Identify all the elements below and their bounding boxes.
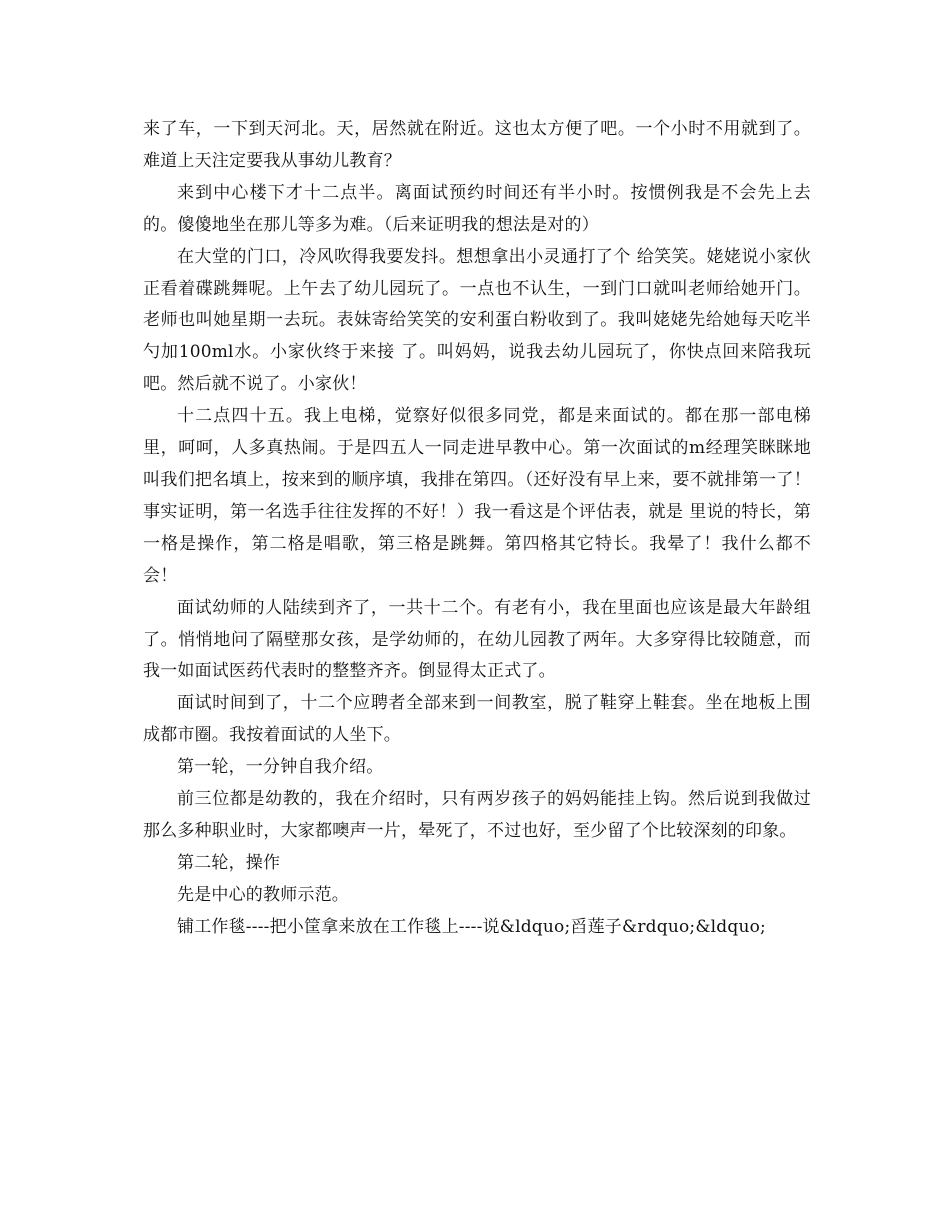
paragraph-6: 面试时间到了，十二个应聘者全部来到一间教室，脱了鞋穿上鞋套。坐在地板上围成都市圈。我按着面试的人坐下。: [143, 693, 811, 746]
document-body: [143, 114, 811, 944]
paragraph-9: 第二轮，操作: [177, 852, 281, 873]
paragraph-8: 前三位都是幼教的，我在介绍时，只有两岁孩子的妈妈能挂上钩。然后说到我做过那么多种职业时，大家都噢声一片，晕死了，不过也好，至少留了个比较深刻的印象。: [143, 789, 811, 841]
paragraph-3: 在大堂的门口，冷风吹得我要发抖。想想拿出小灵通打了个 给笑笑。姥姥说小家伙正看着碟跳舞呢。上午去了幼儿园玩了。一点也不认生，一到门口就叫老师给她开门。老师也叫她星期一去玩。表妹寄给笑笑的安利蛋白粉收到了。我叫姥姥先给她每天吃半勺加100ml水。小家伙终于来接 了。叫妈妈，说我去幼儿园玩了，你快点回来陪我玩吧。然后就不说了。小家伙！: [143, 246, 811, 395]
paragraph-5: 面试幼师的人陆续到齐了，一共十二个。有老有小，我在里面也应该是最大年龄组了。悄悄地问了隔壁那女孩，是学幼师的，在幼儿园教了两年。大多穿得比较随意，而我一如面试医药代表时的整整齐齐。倒显得太正式了。: [143, 597, 811, 682]
paragraph-10: 先是中心的教师示范。: [177, 884, 349, 905]
paragraph-11: 铺工作毯----把小筐拿来放在工作毯上----说&ldquo;舀莲子&rdquo;&ldquo;: [177, 916, 766, 937]
paragraph-2: 来到中心楼下才十二点半。离面试预约时间还有半小时。按惯例我是不会先上去的。傻傻地坐在那儿等多为难。（后来证明我的想法是对的）: [143, 182, 811, 235]
paragraph-4: 十二点四十五。我上电梯，觉察好似很多同党，都是来面试的。都在那一部电梯里，呵呵，人多真热闹。于是四五人一同走进早教中心。第一次面试的m经理笑眯眯地叫我们把名填上，按来到的顺序填，我排在第四。（还好没有早上来，要不就排第一了！事实证明，第一名选手往往发挥的不好！）我一看这是个评估表，就是 里说的特长，第一格是操作，第二格是唱歌，第三格是跳舞。第四格其它特长。我晕了！我什么都不会！: [143, 406, 811, 586]
paragraph-7: 第一轮，一分钟自我介绍。: [177, 757, 384, 778]
paragraph-1: 来了车，一下到天河北。天，居然就在附近。这也太方便了吧。一个小时不用就到了。难道上天注定要我从事幼儿教育？: [143, 119, 811, 171]
